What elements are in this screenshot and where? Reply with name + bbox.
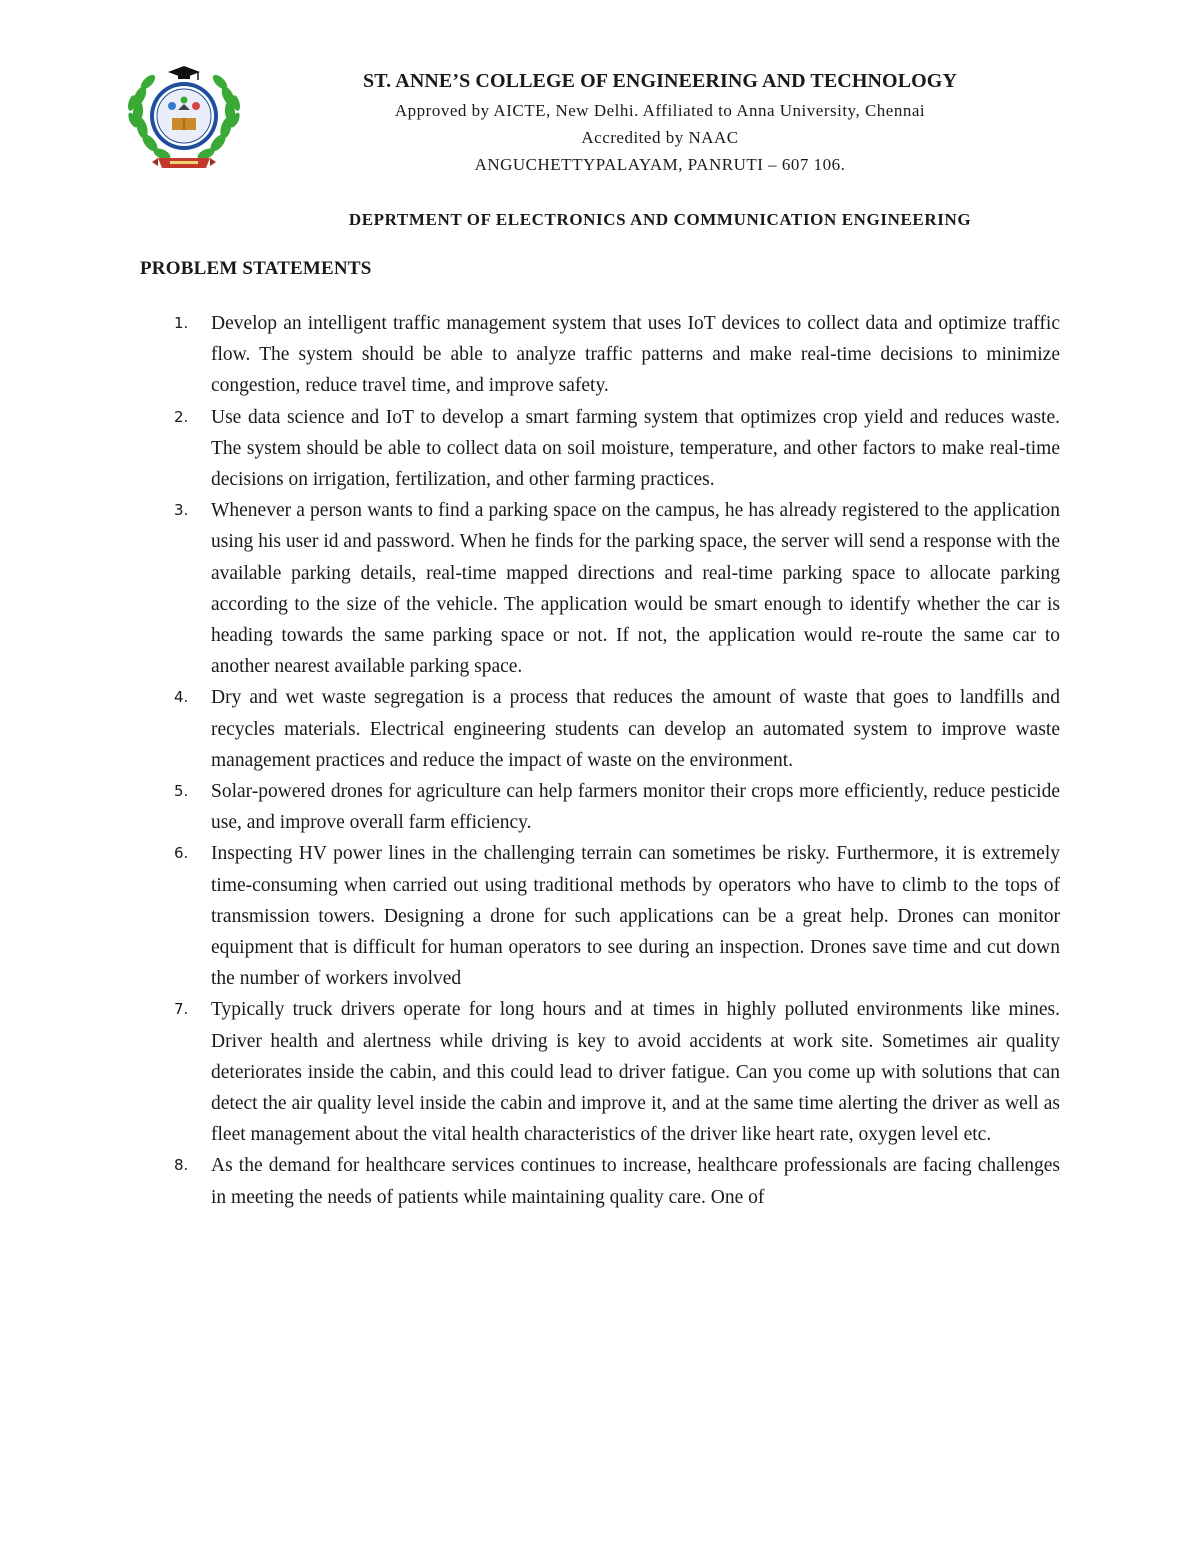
department-title: DEPRTMENT OF ELECTRONICS AND COMMUNICATION ENGINEERING xyxy=(348,210,972,229)
list-item xyxy=(140,994,1060,1150)
list-item xyxy=(140,1150,1060,1212)
list-item-text: Develop an intelligent traffic management system that uses IoT devices to collect data and optimize traffic flow. The system should be able to analyze traffic patterns and make real-time decisions to minimize congestion, reduce travel time, and improve safety. xyxy=(211,313,1060,397)
list-item-text: Solar-powered drones for agriculture can help farmers monitor their crops more efficiently, reduce pesticide use, and improve overall farm efficiency. xyxy=(211,781,1060,834)
list-item xyxy=(140,495,1060,682)
list-item-number: 5. xyxy=(174,782,189,801)
list-item-number: 8. xyxy=(174,1156,189,1175)
list-item-text: As the demand for healthcare services continues to increase, healthcare professionals are facing challenges in meeting the needs of patients while maintaining quality care. One of xyxy=(211,1155,1060,1208)
section-title: PROBLEM STATEMENTS xyxy=(140,258,372,279)
college-name: ST. ANNE’S COLLEGE OF ENGINEERING AND TECHNOLOGY xyxy=(363,70,957,92)
list-item-number: 4. xyxy=(174,688,189,707)
list-item-text: Dry and wet waste segregation is a process that reduces the amount of waste that goes to landfills and recycles materials. Electrical engineering students can develop an automated system to improve waste management practices and reduce the impact of waste on the environment. xyxy=(211,687,1060,771)
list-item-number: 1. xyxy=(174,314,189,332)
list-item-number: 3. xyxy=(174,501,189,520)
list-item-text: Typically truck drivers operate for long hours and at times in highly polluted environments like mines. Driver health and alertness while driving is key to avoid accidents at work site. Sometimes air quality deteriorates inside the cabin, and this could lead to driver fatigue. Can you come up with solutions that can detect the air quality level inside the cabin and improve it, and at the same time alerting the driver as well as fleet management about the vital health characteristics of the driver like heart rate, oxygen level etc. xyxy=(211,999,1060,1146)
list-item-text: Whenever a person wants to find a parking space on the campus, he has already registered to the application using his user id and password. When he finds for the parking space, the server will send a response with the available parking details, real-time mapped directions and real-time parking space to allocate parking according to the size of the vehicle. The application would be smart enough to identify whether the car is heading towards the same parking space or not. If not, the application would re-route the same car to another nearest available parking space. xyxy=(211,500,1060,678)
problem-list xyxy=(140,308,1060,1213)
address-line: ANGUCHETTYPALAYAM, PANRUTI – 607 106. xyxy=(474,155,846,174)
list-item-number: 6. xyxy=(174,844,189,863)
list-item-number: 7. xyxy=(174,1000,189,1019)
list-item xyxy=(140,838,1060,994)
list-item xyxy=(140,682,1060,776)
list-item xyxy=(140,776,1060,838)
letterhead xyxy=(250,70,1070,182)
approval-line: Approved by AICTE, New Delhi. Affiliated to Anna University, Chennai xyxy=(394,101,926,120)
list-item xyxy=(140,402,1060,496)
list-item xyxy=(140,308,1060,402)
list-item-number: 2. xyxy=(174,407,189,426)
accreditation-line: Accredited by NAAC xyxy=(581,128,739,147)
list-item-text: Inspecting HV power lines in the challenging terrain can sometimes be risky. Furthermore, it is extremely time-consuming when carried out using traditional methods by operators who have to climb to the tops of transmission towers. Designing a drone for such applications can be a great help. Drones can monitor equipment that is difficult for human operators to see during an inspection. Drones save time and cut down the number of workers involved xyxy=(211,843,1060,990)
list-item-text: Use data science and IoT to develop a smart farming system that optimizes crop yield and reduces waste. The system should be able to collect data on soil moisture, temperature, and other factors to make real-time decisions on irrigation, fertilization, and other farming practices. xyxy=(211,406,1060,491)
college-crest-icon xyxy=(128,58,240,178)
